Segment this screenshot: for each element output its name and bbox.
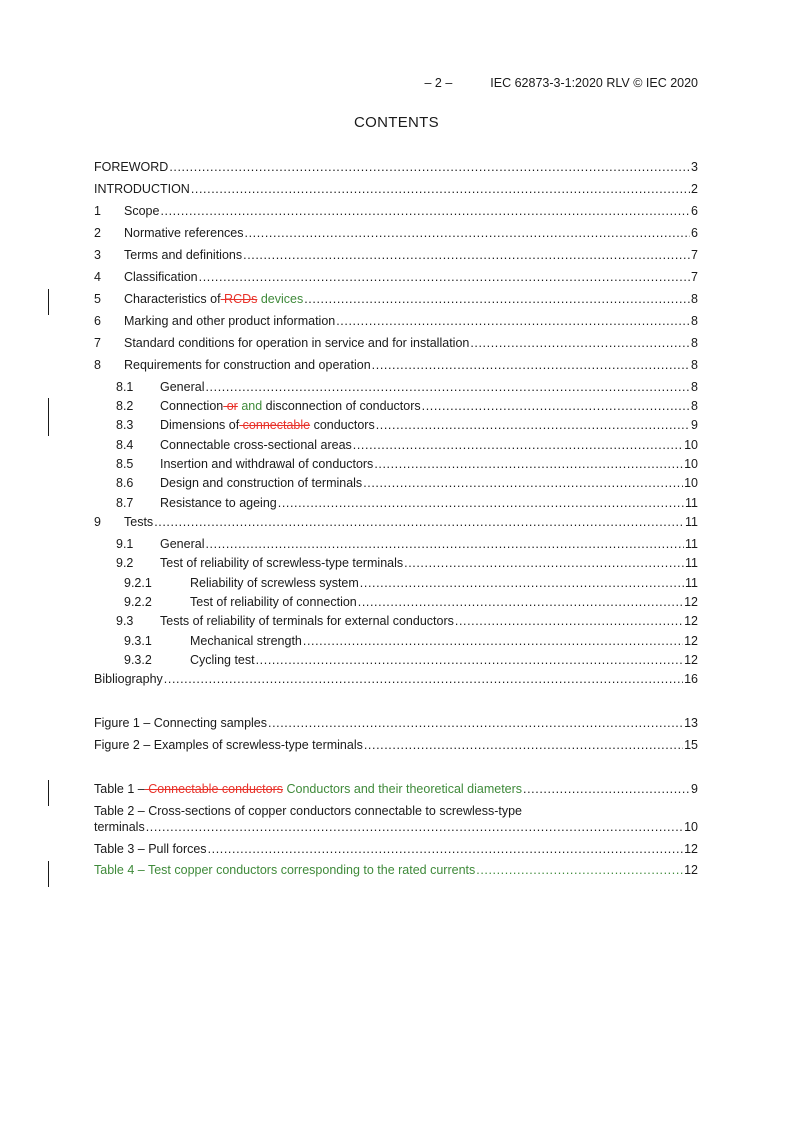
toc-label: Tests of reliability of terminals for external conductors <box>160 614 454 628</box>
toc-label: Terms and definitions <box>124 248 243 262</box>
toc-label: General <box>160 537 205 551</box>
toc-entry-8-2[interactable] <box>94 398 698 414</box>
toc-label: FOREWORD <box>94 160 169 174</box>
toc-label <box>160 398 421 414</box>
toc-page: 8 <box>691 292 698 306</box>
toc-label <box>160 417 375 433</box>
toc-label: Test of reliability of connection <box>190 595 357 609</box>
toc-page: 12 <box>684 653 698 667</box>
toc-entry-9-3-1[interactable] <box>94 633 698 649</box>
toc-entry-table-3[interactable] <box>94 841 698 857</box>
dot-leader <box>360 575 684 591</box>
dot-leader <box>364 737 683 753</box>
toc-label: Design and construction of terminals <box>160 476 363 490</box>
toc-entry-introduction[interactable] <box>94 181 698 197</box>
toc-page: 13 <box>684 716 698 730</box>
dot-leader <box>169 159 690 175</box>
toc-page: 2 <box>691 182 698 196</box>
toc-entry-1[interactable] <box>94 203 698 219</box>
toc-entry-8-1[interactable] <box>94 379 698 395</box>
toc-page: 11 <box>685 556 698 570</box>
toc-label: Marking and other product information <box>124 314 336 328</box>
toc-entry-foreword[interactable] <box>94 159 698 175</box>
dot-leader <box>353 437 683 453</box>
dot-leader <box>336 313 690 329</box>
toc-entry-figure-1[interactable] <box>94 715 698 731</box>
toc-label-text: Characteristics of <box>124 292 221 306</box>
toc-entry-3[interactable] <box>94 247 698 263</box>
inserted-text: Conductors and their theoretical diameters <box>283 782 523 796</box>
dot-leader <box>455 613 683 629</box>
dot-leader <box>470 335 690 351</box>
dot-leader <box>208 841 684 857</box>
toc-number: 9 <box>94 515 101 529</box>
toc-page: 8 <box>691 358 698 372</box>
toc-label: Standard conditions for operation in service and for installation <box>124 336 470 350</box>
toc-number: 7 <box>94 336 101 350</box>
toc-entry-9-1[interactable] <box>94 536 698 552</box>
toc-page: 8 <box>691 336 698 350</box>
toc-number: 8.7 <box>116 496 134 510</box>
toc-page: 15 <box>684 738 698 752</box>
toc-entry-figure-2[interactable] <box>94 737 698 753</box>
toc-entry-8-4[interactable] <box>94 437 698 453</box>
dot-leader <box>154 514 684 530</box>
toc-label: Table 3 – Pull forces <box>94 842 207 856</box>
dot-leader <box>160 203 690 219</box>
toc-entry-table-4[interactable] <box>94 862 698 878</box>
toc-number: 8.6 <box>116 476 134 490</box>
toc-page: 6 <box>691 204 698 218</box>
toc-number: 8.5 <box>116 457 134 471</box>
toc-label: Connectable cross-sectional areas <box>160 438 352 452</box>
toc-label <box>124 291 303 307</box>
dot-leader <box>146 819 683 835</box>
toc-page: 12 <box>684 863 698 877</box>
dot-leader <box>268 715 683 731</box>
deleted-text: or <box>223 399 238 413</box>
toc-page: 8 <box>691 399 698 413</box>
toc-number: 6 <box>94 314 101 328</box>
change-bar <box>48 780 49 806</box>
toc-label: Classification <box>124 270 198 284</box>
toc-page: 10 <box>684 438 698 452</box>
page-title: CONTENTS <box>354 114 439 131</box>
toc-entry-9-3-2[interactable] <box>94 652 698 668</box>
toc-entry-9[interactable] <box>94 514 698 530</box>
dot-leader <box>205 536 684 552</box>
toc-label: Cycling test <box>190 653 255 667</box>
toc-label-text: Dimensions of <box>160 418 240 432</box>
toc-label: Tests <box>124 515 154 529</box>
toc-number: 5 <box>94 292 101 306</box>
toc-label: terminals <box>94 820 145 834</box>
toc-entry-9-2[interactable] <box>94 555 698 571</box>
dot-leader <box>245 225 691 241</box>
dot-leader <box>243 247 690 263</box>
dot-leader <box>376 417 690 433</box>
dot-leader <box>278 495 684 511</box>
toc-entry-9-2-1[interactable] <box>94 575 698 591</box>
dot-leader <box>363 475 683 491</box>
toc-page: 7 <box>691 248 698 262</box>
toc-page: 11 <box>685 515 698 529</box>
toc-number: 9.2.2 <box>124 595 152 609</box>
toc-label: Mechanical strength <box>190 634 302 648</box>
dot-leader <box>164 671 683 687</box>
dot-leader <box>358 594 683 610</box>
toc-label: Table 4 – Test copper conductors corresponding to the rated currents <box>94 863 476 877</box>
toc-entry-8-5[interactable] <box>94 456 698 472</box>
deleted-text: RCDs <box>220 292 258 306</box>
change-bar <box>48 398 49 436</box>
dot-leader <box>199 269 690 285</box>
dot-leader <box>404 555 684 571</box>
toc-page: 6 <box>691 226 698 240</box>
toc-label: Figure 2 – Examples of screwless-type terminals <box>94 738 363 752</box>
toc-label: General <box>160 380 205 394</box>
toc-entry-table-2[interactable] <box>94 803 698 835</box>
toc-page: 9 <box>691 418 698 432</box>
toc-page: 11 <box>685 496 698 510</box>
toc-number: 9.3.2 <box>124 653 152 667</box>
toc-label-text: Connection <box>160 399 224 413</box>
toc-number: 9.2.1 <box>124 576 152 590</box>
toc-entry-4[interactable] <box>94 269 698 285</box>
toc-label-text: conductors <box>310 418 375 432</box>
toc-label: Reliability of screwless system <box>190 576 359 590</box>
toc-label: Requirements for construction and operation <box>124 358 371 372</box>
toc-number: 2 <box>94 226 101 240</box>
toc-entry-2[interactable] <box>94 225 698 241</box>
inserted-text: and <box>237 399 263 413</box>
toc-page: 9 <box>691 782 698 796</box>
toc-number: 8.4 <box>116 438 134 452</box>
toc-number: 9.1 <box>116 537 134 551</box>
toc-number: 8 <box>94 358 101 372</box>
toc-label: Bibliography <box>94 672 163 686</box>
inserted-text: devices <box>257 292 304 306</box>
toc-label-line-2 <box>94 819 698 835</box>
toc-label: Figure 1 – Connecting samples <box>94 716 268 730</box>
dot-leader <box>304 291 690 307</box>
toc-page: 8 <box>691 380 698 394</box>
dot-leader <box>374 456 683 472</box>
dot-leader <box>205 379 690 395</box>
toc-entry-8-3[interactable] <box>94 417 698 433</box>
toc-entry-7[interactable] <box>94 335 698 351</box>
toc-number: 1 <box>94 204 101 218</box>
dot-leader <box>476 862 683 878</box>
document-id: IEC 62873-3-1:2020 RLV © IEC 2020 <box>490 76 698 90</box>
toc-number: 9.2 <box>116 556 134 570</box>
toc-entry-8-7[interactable] <box>94 495 698 511</box>
toc-page: 12 <box>684 614 698 628</box>
toc-page: 11 <box>685 537 698 551</box>
toc-page: 12 <box>684 634 698 648</box>
toc-label: Test of reliability of screwless-type terminals <box>160 556 404 570</box>
dot-leader <box>372 357 690 373</box>
toc-entry-6[interactable] <box>94 313 698 329</box>
dot-leader <box>303 633 683 649</box>
toc-page: 12 <box>684 595 698 609</box>
toc-number: 9.3 <box>116 614 134 628</box>
toc-number: 8.3 <box>116 418 134 432</box>
toc-number: 4 <box>94 270 101 284</box>
toc-page: 3 <box>691 160 698 174</box>
toc-label: Insertion and withdrawal of conductors <box>160 457 374 471</box>
toc-label <box>94 781 522 797</box>
toc-entry-8-6[interactable] <box>94 475 698 491</box>
toc-page: 12 <box>684 842 698 856</box>
dot-leader <box>191 181 690 197</box>
dot-leader <box>256 652 683 668</box>
toc-label: Normative references <box>124 226 244 240</box>
toc-label: Scope <box>124 204 160 218</box>
toc-entry-bibliography[interactable] <box>94 671 698 687</box>
change-bar <box>48 289 49 315</box>
toc-entry-5[interactable] <box>94 291 698 307</box>
toc-label-text: Table 1 – <box>94 782 145 796</box>
toc-page: 16 <box>684 672 698 686</box>
toc-page: 10 <box>684 476 698 490</box>
toc-page: 10 <box>684 457 698 471</box>
toc-number: 3 <box>94 248 101 262</box>
toc-label-line-1: Table 2 – Cross-sections of copper conductors connectable to screwless-type <box>94 804 522 818</box>
toc-label-text: disconnection of conductors <box>262 399 421 413</box>
toc-entry-8[interactable] <box>94 357 698 373</box>
change-bar <box>48 861 49 887</box>
toc-number: 9.3.1 <box>124 634 152 648</box>
toc-number: 8.1 <box>116 380 134 394</box>
deleted-text: connectable <box>239 418 311 432</box>
toc-page: 11 <box>685 576 698 590</box>
page-header <box>300 76 698 90</box>
dot-leader <box>422 398 690 414</box>
toc-entry-9-3[interactable] <box>94 613 698 629</box>
page-number: – 2 – <box>424 76 453 90</box>
toc-page: 7 <box>691 270 698 284</box>
toc-entry-9-2-2[interactable] <box>94 594 698 610</box>
toc-page: 10 <box>684 820 698 834</box>
dot-leader <box>523 781 690 797</box>
toc-entry-table-1[interactable] <box>94 781 698 797</box>
toc-label: INTRODUCTION <box>94 182 190 196</box>
toc-number: 8.2 <box>116 399 134 413</box>
toc-label: Resistance to ageing <box>160 496 277 510</box>
toc-page: 8 <box>691 314 698 328</box>
deleted-text: Connectable conductors <box>144 782 284 796</box>
